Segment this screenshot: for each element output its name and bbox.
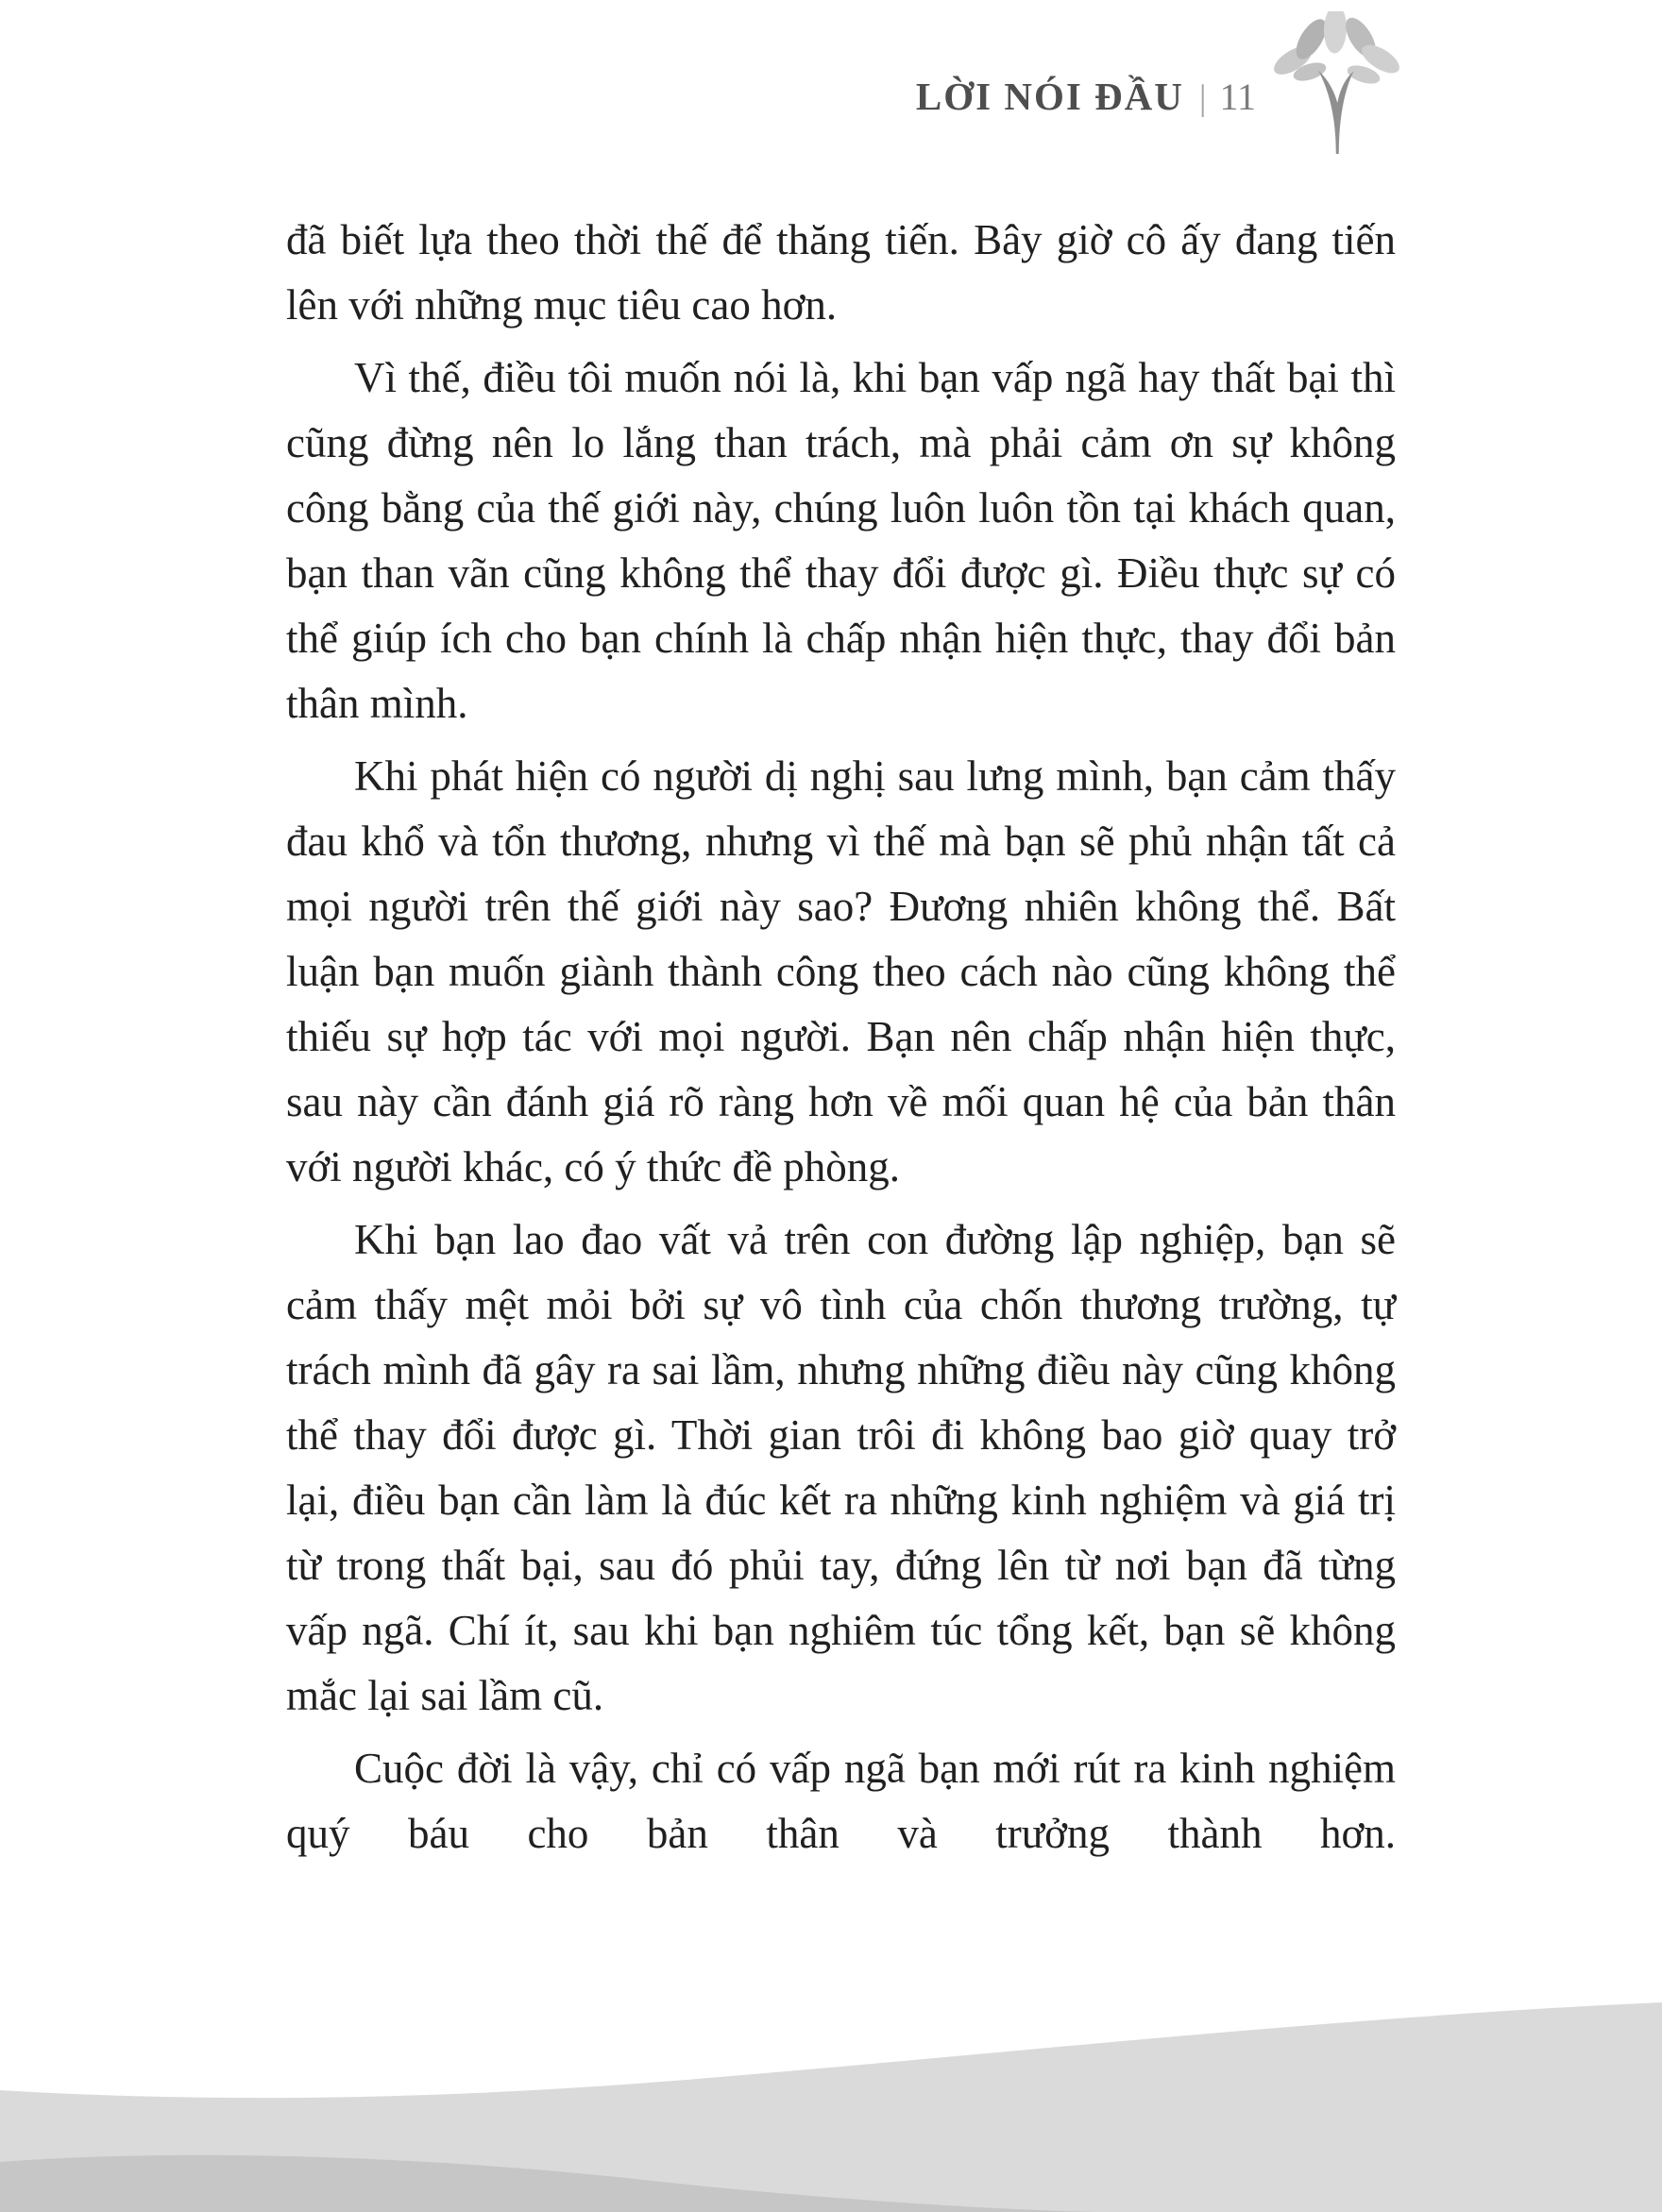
tree-icon <box>1267 11 1409 155</box>
paragraph: Cuộc đời là vậy, chỉ có vấp ngã bạn mới rút ra kinh nghiệm quý báu cho bản thân và trưởng thành hơn. <box>286 1745 1396 1857</box>
tree-trunk <box>1318 71 1354 155</box>
paragraph: đã biết lựa theo thời thế để thăng tiến. Bây giờ cô ấy đang tiến lên với những mục tiêu cao hơn. <box>286 216 1396 329</box>
paragraph: Vì thế, điều tôi muốn nói là, khi bạn vấp ngã hay thất bại thì cũng đừng nên lo lắng than trách, mà phải cảm ơn sự không công bằng của thế giới này, chúng luôn luôn tồn tại khách quan, bạn than vãn cũng không thể thay đổi được gì. Điều thực sự có thể giúp ích cho bạn chính là chấp nhận hiện thực, thay đổi bản thân mình. <box>286 354 1396 727</box>
page-header <box>916 74 1256 119</box>
header-separator: | <box>1198 78 1207 118</box>
bottom-wave-decoration <box>0 1995 1662 2212</box>
page-body <box>286 208 1396 1874</box>
paragraph: Khi bạn lao đao vất vả trên con đường lập nghiệp, bạn sẽ cảm thấy mệt mỏi bởi sự vô tình của chốn thương trường, tự trách mình đã gây ra sai lầm, nhưng những điều này cũng không thể thay đổi được gì. Thời gian trôi đi không bao giờ quay trở lại, điều bạn cần làm là đúc kết ra những kinh nghiệm và giá trị từ trong thất bại, sau đó phủi tay, đứng lên từ nơi bạn đã từng vấp ngã. Chí ít, sau khi bạn nghiêm túc tổng kết, bạn sẽ không mắc lại sai lầm cũ. <box>286 1216 1396 1719</box>
page-number: 11 <box>1219 76 1256 118</box>
chapter-title: LỜI NÓI ĐẦU <box>915 75 1184 118</box>
paragraph: Khi phát hiện có người dị nghị sau lưng mình, bạn cảm thấy đau khổ và tổn thương, nhưng vì thế mà bạn sẽ phủ nhận tất cả mọi người trên thế giới này sao? Đương nhiên không thể. Bất luận bạn muốn giành thành công theo cách nào cũng không thể thiếu sự hợp tác với mọi người. Bạn nên chấp nhận hiện thực, sau này cần đánh giá rõ ràng hơn về mối quan hệ của bản thân với người khác, có ý thức đề phòng. <box>286 752 1396 1190</box>
